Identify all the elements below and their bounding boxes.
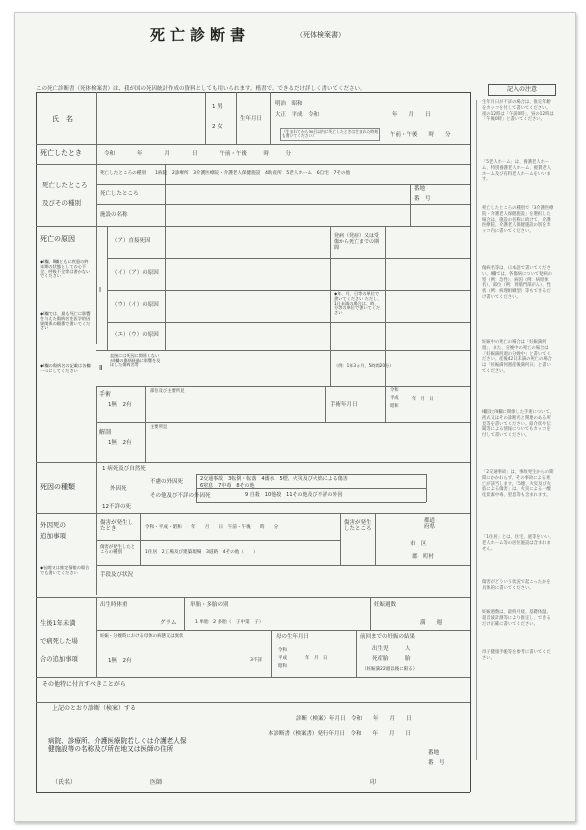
birth-eras: 明治 昭和 <box>275 101 303 107</box>
place-types[interactable]: 死亡したところの種別 1病院 2診療所 3介護医療院・介護老人保健施設 4助産所 5老人ホーム 6自宅 7その他 <box>100 171 351 176</box>
cert-date[interactable]: 診断（検案）年月日 令和 年 月 日 <box>296 716 412 722</box>
side-note-1: 生年月日が不詳の場合は、推定年齢をカッコを付して書いてください。夜の12時は「午前0時」、昼の12時は「午後0時」と書いてください。 <box>482 100 554 123</box>
kind-list-3[interactable]: 9 自殺 10他殺 11その他及び不詳の外因 <box>245 492 343 498</box>
cause-note-1: ◆Ⅰ欄、Ⅱ欄ともに疾患の終末期の状態としての心不全、呼吸不全等は書かないでください <box>40 259 91 279</box>
mother-birth-heisei[interactable]: 平成 <box>278 656 287 661</box>
injury-when-label: 傷害が発生したとき <box>100 520 134 533</box>
cause-e-field[interactable] <box>167 326 327 348</box>
infant-label-1: 生後1年未満 <box>40 620 76 627</box>
injury-place-label: 傷害が発生したところ <box>344 520 372 533</box>
surgery-era-heisei[interactable]: 平成 <box>390 396 399 401</box>
intro-note: この死亡診断書（死体検案書）は、我が国の死因統計作成の資料としても用いられます。楷書で、できるだけ詳しく書いてください。 <box>36 86 366 92</box>
cause-ii-field[interactable] <box>167 352 327 382</box>
method-label: 手段及び状況 <box>100 572 134 578</box>
place-facility-label: 施設の名称 <box>100 212 128 218</box>
doctor-label: 医師 <box>150 779 163 786</box>
cause-ii-marker: Ⅱ <box>99 364 103 372</box>
birth-weight-unit[interactable]: グラム <box>160 620 177 626</box>
page-title: 死亡診断書 <box>150 26 251 44</box>
cause-a-label: （ア）直接死因 <box>112 238 151 244</box>
gest-weeks-value[interactable]: 満 週 <box>420 620 443 626</box>
birth-weight-label: 出生時体重 <box>100 602 128 608</box>
institution-label: 病院、診療所、介護医療院若しくは介護老人保健施設等の名称及び所在地又は医師の住所 <box>48 737 187 753</box>
onset-label: 発病（発症）又は受傷から死亡までの期間 <box>334 233 380 251</box>
mother-birth-reiwa[interactable]: 令和 <box>278 648 287 653</box>
cause-i-marker: Ⅰ <box>99 286 102 294</box>
doctor-name-label: （氏名） <box>52 779 77 786</box>
mother-cond-options[interactable]: 1無 2有 <box>108 658 132 664</box>
mother-birth-label: 母の生年月日 <box>276 634 310 640</box>
place-banchi: 番地 <box>414 186 426 192</box>
side-note-7: 「2交通事故」は、事故発生からの期間にかかわらず、その事故による死亡が該当します。「5煙、火災及び火焰による傷害」は、火災による一酸化炭素中毒、窒息等も含まれます。 <box>482 470 554 499</box>
death-time-label: 死亡したとき <box>40 149 82 157</box>
page-subtitle: （死体検案書） <box>296 31 345 39</box>
injury-when-value[interactable]: 令和・平成・昭和 年 月 日 午前・午後 時 分 <box>145 525 279 530</box>
autopsy-options[interactable]: 1無 2有 <box>108 440 132 446</box>
cause-i-label: （イ）（ア）の原因 <box>112 270 159 276</box>
kind-label: 死因の種類 <box>40 483 75 491</box>
place-ban: 番 号 <box>414 196 431 202</box>
surgery-date-label: 手術年月日 <box>330 402 358 408</box>
injury-city: 市 区 <box>410 541 427 547</box>
mother-cond-label: 妊娠・分娩時における母体の病態又は異状 <box>100 634 184 639</box>
surgery-label: 手術 <box>99 391 112 398</box>
sex-male-option[interactable]: 1 男 <box>212 104 223 110</box>
seal-mark: 印 <box>370 779 377 786</box>
ext-label-2: 追加事項 <box>40 532 66 540</box>
side-note-9: 傷害がどういう状況で起こったかを具体的に書いてください。 <box>482 580 551 591</box>
gest-weeks-label: 妊娠週数 <box>374 602 397 608</box>
live-births[interactable]: 出生児 人 <box>372 646 411 652</box>
ext-label-1: 外因死の <box>40 521 66 529</box>
birth-label: 生年月日 <box>240 116 263 122</box>
side-note-6: Ⅰ欄及びⅡ欄に関係した手術について、術式又はその診断名と関連のある所見等を書いてください。紹介状や伝聞等による情報についてもカッコを付して書いてください。 <box>482 410 554 439</box>
side-notes-header: 記入の注意 <box>488 84 556 96</box>
kind-natural[interactable]: 1 病死及び自然死 <box>102 466 146 472</box>
cert-ban: 番 号 <box>428 760 445 766</box>
injury-town: 郡 町村 <box>412 554 435 560</box>
mother-birth-ymd[interactable]: 年 月 日 <box>305 656 328 661</box>
birth-time-note: （生まれてから30日以内に死亡したときは生まれた時刻も書いてください） <box>280 128 380 141</box>
certify-text: 上記のとおり診断（検案）する <box>52 705 137 712</box>
stillbirth-note: （妊娠満22週以後に限る） <box>362 667 418 672</box>
special-field[interactable] <box>40 690 466 700</box>
infant-label-2: で病死した場 <box>40 638 78 645</box>
side-note-5: 妊娠中の死亡の場合は「妊娠満何週」、また、分娩中の死亡の場合は「妊娠満何週の分娩中」と書いてください。産後42日未満の死亡の場合は「妊娠満何週産後満何日」と書いてください。 <box>482 340 552 374</box>
mother-birth-showa[interactable]: 昭和 <box>278 664 287 669</box>
place-label-1: 死亡したところ <box>42 181 88 189</box>
side-note-8: 「1住居」とは、住宅、庭等をいい、老人ホーム等の居住施設は含まれません。 <box>482 535 554 552</box>
name-label: 氏 名 <box>52 115 73 123</box>
kind-other: その他及び不詳の外因死 <box>150 493 211 499</box>
birth-ymd[interactable]: 年 月 日 <box>392 112 431 118</box>
autopsy-label: 解剖 <box>99 429 112 436</box>
side-note-3: 死亡したところの種別で「3介護医療院・介護老人保健施設」を選択した場合は、施設の名称に続けて、介護医療院、介護老人保健施設の別をカッコ内に書いてください。 <box>482 206 554 235</box>
sex-female-option[interactable]: 2 女 <box>212 124 223 130</box>
prev-births-label: 前回までの妊娠の結果 <box>360 634 416 640</box>
stillbirths[interactable]: 死産胎 胎 <box>372 656 411 662</box>
cause-i-field[interactable] <box>167 262 327 286</box>
death-time-value[interactable]: 令和 年 月 日 午前・午後 時 分 <box>104 151 292 157</box>
side-note-11: 母子健康手帳等を参考に書いてください。 <box>482 650 551 661</box>
kind-external: 外因死 <box>110 486 127 492</box>
cause-u-label: （ウ）（イ）の原因 <box>112 302 159 308</box>
injury-where-label: 傷害が発生したところの種別 <box>100 545 136 556</box>
cause-u-field[interactable] <box>167 294 327 318</box>
cause-note-3: ◆Ⅰ欄の傷病名の記載は各欄一つにしてください <box>40 363 91 373</box>
birth-time[interactable]: 午前・午後 時 分 <box>390 132 451 138</box>
infant-label-3: 合の追加事項 <box>40 656 78 663</box>
cause-e-label: （エ）（ウ）の原因 <box>112 332 159 338</box>
kind-list-2[interactable]: 6窒息 7中毒 8その他 <box>200 483 255 489</box>
surgery-era-showa[interactable]: 昭和 <box>390 404 399 409</box>
side-note-4: 傷病名等は、日本語で書いてください。Ⅰ欄では、各傷病について発病の型（例：急性）、病因（例：病原体名）、部位（例：胃噴門部がん）、性状（例：病理組織型）等もできるだけ書いてください。 <box>482 266 552 300</box>
cause-a-field[interactable] <box>167 230 327 254</box>
kind-unintentional: 不慮の外因死 <box>150 479 184 485</box>
injury-where-value[interactable]: 1住居 2工場及び建築現場 3道路 4その他（ ） <box>145 550 258 555</box>
cert-banchi: 番地 <box>428 750 440 756</box>
autopsy-finding-label: 主要所見 <box>150 425 168 430</box>
single-multi-label: 単胎・多胎の別 <box>190 602 229 608</box>
place-label-2: 及びその種別 <box>42 199 81 207</box>
surgery-site-label: 部位及び主要所見 <box>150 389 185 394</box>
cause-label: 死亡の原因 <box>40 235 75 243</box>
onset-example: （例：1年3ヵ月、5時間20分） <box>334 363 394 368</box>
kind-unknown[interactable]: 12不詳の死 <box>102 504 131 510</box>
injury-pref: 都道府県 <box>424 518 436 531</box>
doctor-name-field[interactable] <box>170 776 360 788</box>
name-field[interactable] <box>100 98 200 140</box>
single-multi-value[interactable]: 1 単胎 2 多胎（ 子中第 子） <box>195 620 264 625</box>
ext-note: ◆伝聞又は推定情報の場合でも書いてください <box>40 565 90 575</box>
side-note-10: 妊娠週数は、最終月経、基礎体温、超音波計測等により推定し、できるだけ正確に書いてください。 <box>482 610 551 627</box>
surgery-era-reiwa[interactable]: 令和 <box>390 388 399 393</box>
place-where-label: 死亡したところ <box>100 191 139 197</box>
method-field[interactable] <box>140 568 466 594</box>
side-note-2: 「5老人ホーム」は、養護老人ホーム、特別養護老人ホーム、軽費老人ホーム及び有料老人ホームをいいます。 <box>482 160 552 183</box>
cause-ii-note: 直接には死因に関係しないがⅠ欄の傷病経過に影響を及ぼした傷病名等 <box>110 353 161 368</box>
surgery-ymd[interactable]: 年 月 日 <box>412 397 434 402</box>
surgery-options[interactable]: 1無 2有 <box>108 402 132 408</box>
onset-note: ◆年、月、日等の単位で書いてください ただし、1日未満の場合は、時、分等の単位で書いてください <box>334 291 382 316</box>
special-label: その他特に付言すべきことがら <box>42 681 126 688</box>
issue-date[interactable]: 本診断書（検案書）発行年月日 令和 年 月 日 <box>268 731 412 737</box>
kind-list-1[interactable]: 2交通事故 3転倒・転落 4溺水 5煙、火災及び火焰による傷害 <box>200 476 348 482</box>
mother-cond-unknown[interactable]: 3不詳 <box>250 658 263 663</box>
cause-note-2: ◆Ⅰ欄では、最も死亡に影響を与えた傷病名を医学的因果関係の順番で書いてください <box>40 311 91 331</box>
birth-eras-2: 大正 平成 令和 <box>275 112 320 118</box>
